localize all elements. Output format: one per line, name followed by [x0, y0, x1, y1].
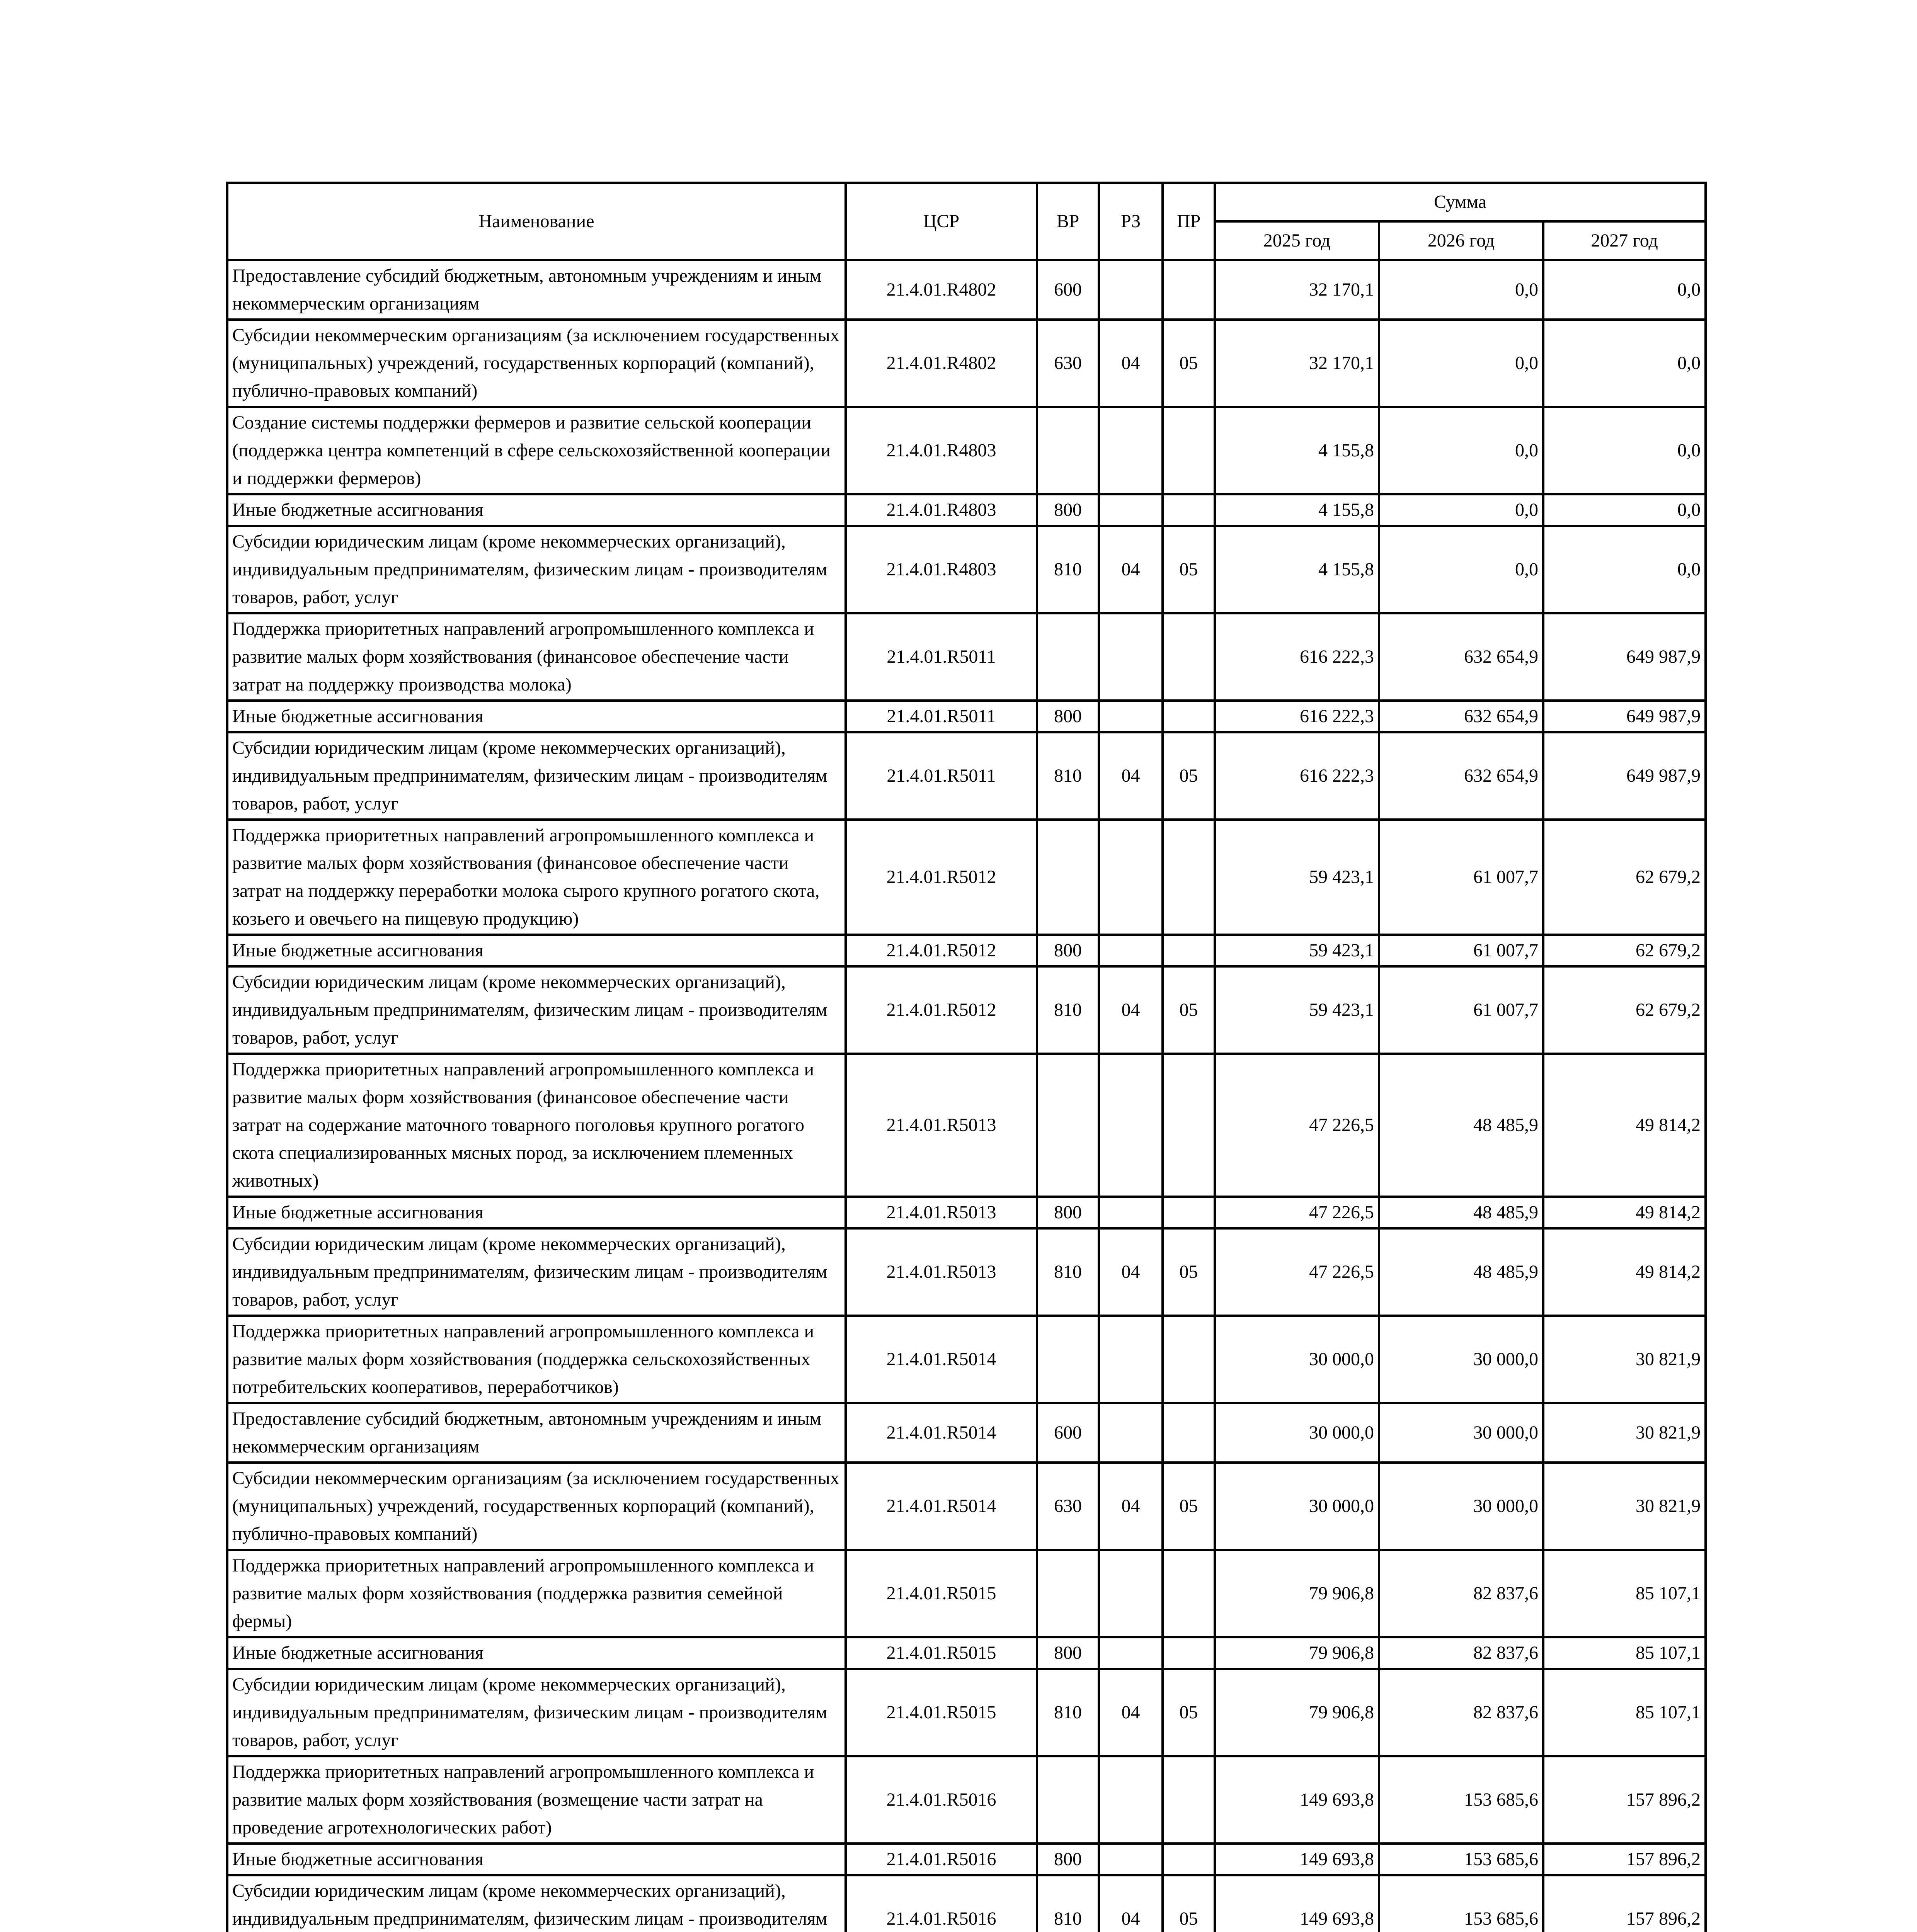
cell-amount-2027: 649 987,9 [1543, 732, 1706, 820]
cell-vr: 800 [1037, 1637, 1099, 1669]
cell-amount-2027: 0,0 [1543, 407, 1706, 494]
cell-amount-2026: 61 007,7 [1379, 935, 1543, 966]
cell-name: Поддержка приоритетных направлений агропромышленного комплекса и развитие малых форм хозяйствования (финансовое обеспечение части затрат на поддержку производства молока) [227, 613, 846, 701]
cell-amount-2025: 32 170,1 [1215, 320, 1379, 407]
cell-vr [1037, 407, 1099, 494]
cell-csr: 21.4.01.R5013 [846, 1197, 1037, 1228]
cell-amount-2025: 616 222,3 [1215, 613, 1379, 701]
cell-amount-2025: 59 423,1 [1215, 935, 1379, 966]
cell-amount-2025: 79 906,8 [1215, 1637, 1379, 1669]
table-row [227, 701, 1706, 732]
cell-vr: 630 [1037, 1463, 1099, 1550]
cell-amount-2025: 47 226,5 [1215, 1197, 1379, 1228]
cell-name: Субсидии некоммерческим организациям (за исключением государственных (муниципальных) учреждений, государственных корпораций (компаний), публично-правовых компаний) [227, 320, 846, 407]
cell-csr: 21.4.01.R4802 [846, 320, 1037, 407]
cell-name: Иные бюджетные ассигнования [227, 935, 846, 966]
cell-amount-2025: 4 155,8 [1215, 494, 1379, 526]
table-row [227, 407, 1706, 494]
cell-amount-2026: 48 485,9 [1379, 1197, 1543, 1228]
cell-pr [1163, 260, 1215, 320]
table-row [227, 820, 1706, 935]
cell-vr: 800 [1037, 1844, 1099, 1875]
cell-rz: 04 [1099, 320, 1163, 407]
table-row [227, 1844, 1706, 1875]
cell-amount-2027: 85 107,1 [1543, 1669, 1706, 1756]
header-pr: ПР [1163, 183, 1215, 260]
cell-rz [1099, 613, 1163, 701]
cell-vr: 630 [1037, 320, 1099, 407]
cell-vr [1037, 1756, 1099, 1844]
cell-amount-2027: 62 679,2 [1543, 966, 1706, 1054]
cell-vr: 800 [1037, 701, 1099, 732]
cell-amount-2027: 30 821,9 [1543, 1403, 1706, 1463]
cell-amount-2027: 49 814,2 [1543, 1197, 1706, 1228]
table-row [227, 1550, 1706, 1637]
cell-amount-2026: 61 007,7 [1379, 820, 1543, 935]
cell-vr: 810 [1037, 526, 1099, 613]
cell-amount-2027: 157 896,2 [1543, 1875, 1706, 1932]
table-row [227, 613, 1706, 701]
cell-name: Субсидии юридическим лицам (кроме некоммерческих организаций), индивидуальным предпринимателям, физическим лицам - производителям товаров, работ, услуг [227, 1669, 846, 1756]
cell-name: Поддержка приоритетных направлений агропромышленного комплекса и развитие малых форм хозяйствования (возмещение части затрат на проведение агротехнологических работ) [227, 1756, 846, 1844]
cell-name: Поддержка приоритетных направлений агропромышленного комплекса и развитие малых форм хозяйствования (финансовое обеспечение части затрат на содержание маточного товарного поголовья крупного рогатого скота специализированных мясных пород, за исключением племенных животных) [227, 1054, 846, 1197]
cell-amount-2026: 82 837,6 [1379, 1669, 1543, 1756]
cell-amount-2025: 32 170,1 [1215, 260, 1379, 320]
cell-vr [1037, 613, 1099, 701]
budget-table [226, 182, 1707, 1932]
cell-rz [1099, 407, 1163, 494]
cell-amount-2027: 649 987,9 [1543, 701, 1706, 732]
cell-rz: 04 [1099, 732, 1163, 820]
cell-amount-2026: 0,0 [1379, 526, 1543, 613]
header-sum: Сумма [1215, 183, 1706, 221]
cell-amount-2025: 59 423,1 [1215, 966, 1379, 1054]
cell-amount-2027: 30 821,9 [1543, 1463, 1706, 1550]
cell-rz [1099, 701, 1163, 732]
table-row [227, 1637, 1706, 1669]
cell-csr: 21.4.01.R5013 [846, 1054, 1037, 1197]
cell-amount-2026: 632 654,9 [1379, 613, 1543, 701]
cell-name: Субсидии юридическим лицам (кроме некоммерческих организаций), индивидуальным предпринимателям, физическим лицам - производителям товаров, работ, услуг [227, 1228, 846, 1316]
cell-name: Поддержка приоритетных направлений агропромышленного комплекса и развитие малых форм хозяйствования (финансовое обеспечение части затрат на поддержку переработки молока сырого крупного рогатого скота, козьего и овечьего на пищевую продукцию) [227, 820, 846, 935]
cell-vr: 810 [1037, 732, 1099, 820]
cell-vr [1037, 1550, 1099, 1637]
cell-amount-2027: 0,0 [1543, 526, 1706, 613]
cell-pr [1163, 701, 1215, 732]
cell-csr: 21.4.01.R5012 [846, 935, 1037, 966]
cell-amount-2026: 632 654,9 [1379, 732, 1543, 820]
table-row [227, 1403, 1706, 1463]
header-year-2026: 2026 год [1379, 221, 1543, 260]
cell-amount-2027: 62 679,2 [1543, 935, 1706, 966]
table-row [227, 494, 1706, 526]
cell-amount-2025: 4 155,8 [1215, 407, 1379, 494]
cell-csr: 21.4.01.R5011 [846, 701, 1037, 732]
cell-name: Иные бюджетные ассигнования [227, 701, 846, 732]
cell-vr: 810 [1037, 1875, 1099, 1932]
cell-amount-2025: 149 693,8 [1215, 1844, 1379, 1875]
cell-rz [1099, 1403, 1163, 1463]
table-body [227, 260, 1706, 1932]
cell-vr: 600 [1037, 1403, 1099, 1463]
header-year-2025: 2025 год [1215, 221, 1379, 260]
cell-amount-2027: 85 107,1 [1543, 1550, 1706, 1637]
cell-csr: 21.4.01.R5016 [846, 1875, 1037, 1932]
cell-amount-2025: 4 155,8 [1215, 526, 1379, 613]
cell-csr: 21.4.01.R4803 [846, 526, 1037, 613]
cell-csr: 21.4.01.R5016 [846, 1756, 1037, 1844]
cell-pr [1163, 613, 1215, 701]
table-row [227, 320, 1706, 407]
cell-amount-2025: 30 000,0 [1215, 1463, 1379, 1550]
table-row [227, 1463, 1706, 1550]
cell-name: Иные бюджетные ассигнования [227, 1197, 846, 1228]
cell-vr [1037, 820, 1099, 935]
header-csr: ЦСР [846, 183, 1037, 260]
cell-pr [1163, 1637, 1215, 1669]
cell-rz [1099, 1550, 1163, 1637]
table-row [227, 1316, 1706, 1403]
cell-amount-2027: 62 679,2 [1543, 820, 1706, 935]
cell-rz: 04 [1099, 526, 1163, 613]
cell-pr: 05 [1163, 1228, 1215, 1316]
cell-vr: 800 [1037, 935, 1099, 966]
cell-amount-2025: 616 222,3 [1215, 732, 1379, 820]
table-row [227, 1875, 1706, 1932]
cell-amount-2027: 0,0 [1543, 260, 1706, 320]
cell-pr [1163, 407, 1215, 494]
cell-amount-2027: 0,0 [1543, 494, 1706, 526]
cell-rz [1099, 1316, 1163, 1403]
cell-pr [1163, 1550, 1215, 1637]
cell-amount-2027: 49 814,2 [1543, 1228, 1706, 1316]
cell-pr [1163, 1316, 1215, 1403]
cell-amount-2025: 30 000,0 [1215, 1316, 1379, 1403]
cell-pr: 05 [1163, 1875, 1215, 1932]
cell-name: Иные бюджетные ассигнования [227, 1844, 846, 1875]
header-year-2027: 2027 год [1543, 221, 1706, 260]
cell-csr: 21.4.01.R4803 [846, 494, 1037, 526]
cell-vr: 810 [1037, 1228, 1099, 1316]
cell-name: Субсидии некоммерческим организациям (за исключением государственных (муниципальных) учреждений, государственных корпораций (компаний), публично-правовых компаний) [227, 1463, 846, 1550]
cell-amount-2026: 48 485,9 [1379, 1054, 1543, 1197]
cell-rz: 04 [1099, 1463, 1163, 1550]
cell-amount-2025: 149 693,8 [1215, 1756, 1379, 1844]
cell-vr: 600 [1037, 260, 1099, 320]
cell-vr [1037, 1054, 1099, 1197]
cell-amount-2026: 48 485,9 [1379, 1228, 1543, 1316]
table-row [227, 1054, 1706, 1197]
cell-amount-2027: 157 896,2 [1543, 1844, 1706, 1875]
table-row [227, 966, 1706, 1054]
cell-amount-2026: 30 000,0 [1379, 1403, 1543, 1463]
cell-pr [1163, 820, 1215, 935]
cell-rz [1099, 1637, 1163, 1669]
cell-csr: 21.4.01.R5015 [846, 1637, 1037, 1669]
cell-amount-2025: 30 000,0 [1215, 1403, 1379, 1463]
table-row [227, 1756, 1706, 1844]
cell-csr: 21.4.01.R5014 [846, 1403, 1037, 1463]
cell-pr [1163, 1197, 1215, 1228]
cell-name: Создание системы поддержки фермеров и развитие сельской кооперации (поддержка центра компетенций в сфере сельскохозяйственной кооперации и поддержки фермеров) [227, 407, 846, 494]
table-row [227, 732, 1706, 820]
cell-amount-2025: 79 906,8 [1215, 1550, 1379, 1637]
cell-pr: 05 [1163, 732, 1215, 820]
cell-rz [1099, 494, 1163, 526]
cell-name: Субсидии юридическим лицам (кроме некоммерческих организаций), индивидуальным предпринимателям, физическим лицам - производителям товаров, работ, услуг [227, 526, 846, 613]
cell-vr: 800 [1037, 1197, 1099, 1228]
cell-vr: 810 [1037, 966, 1099, 1054]
cell-rz [1099, 260, 1163, 320]
cell-csr: 21.4.01.R5016 [846, 1844, 1037, 1875]
cell-amount-2025: 79 906,8 [1215, 1669, 1379, 1756]
cell-amount-2026: 82 837,6 [1379, 1637, 1543, 1669]
cell-pr [1163, 494, 1215, 526]
cell-pr: 05 [1163, 526, 1215, 613]
cell-amount-2025: 59 423,1 [1215, 820, 1379, 935]
cell-amount-2026: 61 007,7 [1379, 966, 1543, 1054]
cell-amount-2026: 153 685,6 [1379, 1756, 1543, 1844]
cell-rz: 04 [1099, 1669, 1163, 1756]
cell-rz [1099, 1844, 1163, 1875]
cell-csr: 21.4.01.R4803 [846, 407, 1037, 494]
cell-pr [1163, 1054, 1215, 1197]
cell-rz [1099, 820, 1163, 935]
cell-vr [1037, 1316, 1099, 1403]
cell-pr: 05 [1163, 1669, 1215, 1756]
cell-csr: 21.4.01.R5015 [846, 1669, 1037, 1756]
cell-csr: 21.4.01.R5014 [846, 1463, 1037, 1550]
cell-name: Иные бюджетные ассигнования [227, 494, 846, 526]
cell-name: Поддержка приоритетных направлений агропромышленного комплекса и развитие малых форм хозяйствования (поддержка развития семейной фермы) [227, 1550, 846, 1637]
cell-amount-2026: 82 837,6 [1379, 1550, 1543, 1637]
cell-name: Субсидии юридическим лицам (кроме некоммерческих организаций), индивидуальным предпринимателям, физическим лицам - производителям товаров, работ, услуг [227, 732, 846, 820]
table-row [227, 260, 1706, 320]
cell-csr: 21.4.01.R5014 [846, 1316, 1037, 1403]
cell-amount-2026: 0,0 [1379, 260, 1543, 320]
cell-rz [1099, 935, 1163, 966]
cell-pr: 05 [1163, 966, 1215, 1054]
cell-csr: 21.4.01.R4802 [846, 260, 1037, 320]
cell-amount-2026: 632 654,9 [1379, 701, 1543, 732]
cell-pr: 05 [1163, 320, 1215, 407]
cell-amount-2025: 47 226,5 [1215, 1228, 1379, 1316]
cell-name: Предоставление субсидий бюджетным, автономным учреждениям и иным некоммерческим организациям [227, 260, 846, 320]
cell-amount-2025: 47 226,5 [1215, 1054, 1379, 1197]
cell-csr: 21.4.01.R5012 [846, 820, 1037, 935]
cell-amount-2027: 30 821,9 [1543, 1316, 1706, 1403]
cell-name: Поддержка приоритетных направлений агропромышленного комплекса и развитие малых форм хозяйствования (поддержка сельскохозяйственных потребительских кооперативов, переработчиков) [227, 1316, 846, 1403]
cell-pr [1163, 1403, 1215, 1463]
cell-amount-2027: 0,0 [1543, 320, 1706, 407]
cell-amount-2026: 0,0 [1379, 407, 1543, 494]
cell-amount-2026: 30 000,0 [1379, 1463, 1543, 1550]
cell-amount-2027: 49 814,2 [1543, 1054, 1706, 1197]
cell-amount-2025: 149 693,8 [1215, 1875, 1379, 1932]
table-row [227, 526, 1706, 613]
header-rz: РЗ [1099, 183, 1163, 260]
cell-rz: 04 [1099, 1875, 1163, 1932]
cell-name: Субсидии юридическим лицам (кроме некоммерческих организаций), индивидуальным предпринимателям, физическим лицам - производителям [227, 1875, 846, 1932]
cell-csr: 21.4.01.R5012 [846, 966, 1037, 1054]
cell-csr: 21.4.01.R5015 [846, 1550, 1037, 1637]
cell-amount-2026: 0,0 [1379, 320, 1543, 407]
cell-rz: 04 [1099, 966, 1163, 1054]
cell-pr [1163, 1844, 1215, 1875]
table-header [227, 183, 1706, 260]
cell-rz: 04 [1099, 1228, 1163, 1316]
cell-amount-2027: 85 107,1 [1543, 1637, 1706, 1669]
cell-amount-2026: 153 685,6 [1379, 1844, 1543, 1875]
cell-pr [1163, 935, 1215, 966]
cell-rz [1099, 1054, 1163, 1197]
cell-name: Иные бюджетные ассигнования [227, 1637, 846, 1669]
header-vr: ВР [1037, 183, 1099, 260]
cell-amount-2025: 616 222,3 [1215, 701, 1379, 732]
table-row [227, 1228, 1706, 1316]
cell-vr: 810 [1037, 1669, 1099, 1756]
cell-csr: 21.4.01.R5011 [846, 613, 1037, 701]
cell-amount-2026: 153 685,6 [1379, 1875, 1543, 1932]
cell-csr: 21.4.01.R5013 [846, 1228, 1037, 1316]
header-name: Наименование [227, 183, 846, 260]
table-row [227, 1197, 1706, 1228]
cell-rz [1099, 1197, 1163, 1228]
cell-name: Предоставление субсидий бюджетным, автономным учреждениям и иным некоммерческим организациям [227, 1403, 846, 1463]
cell-vr: 800 [1037, 494, 1099, 526]
cell-pr: 05 [1163, 1463, 1215, 1550]
cell-csr: 21.4.01.R5011 [846, 732, 1037, 820]
cell-name: Субсидии юридическим лицам (кроме некоммерческих организаций), индивидуальным предпринимателям, физическим лицам - производителям товаров, работ, услуг [227, 966, 846, 1054]
cell-amount-2027: 157 896,2 [1543, 1756, 1706, 1844]
cell-amount-2026: 0,0 [1379, 494, 1543, 526]
table-row [227, 1669, 1706, 1756]
cell-rz [1099, 1756, 1163, 1844]
cell-amount-2027: 649 987,9 [1543, 613, 1706, 701]
cell-amount-2026: 30 000,0 [1379, 1316, 1543, 1403]
cell-pr [1163, 1756, 1215, 1844]
table-row [227, 935, 1706, 966]
